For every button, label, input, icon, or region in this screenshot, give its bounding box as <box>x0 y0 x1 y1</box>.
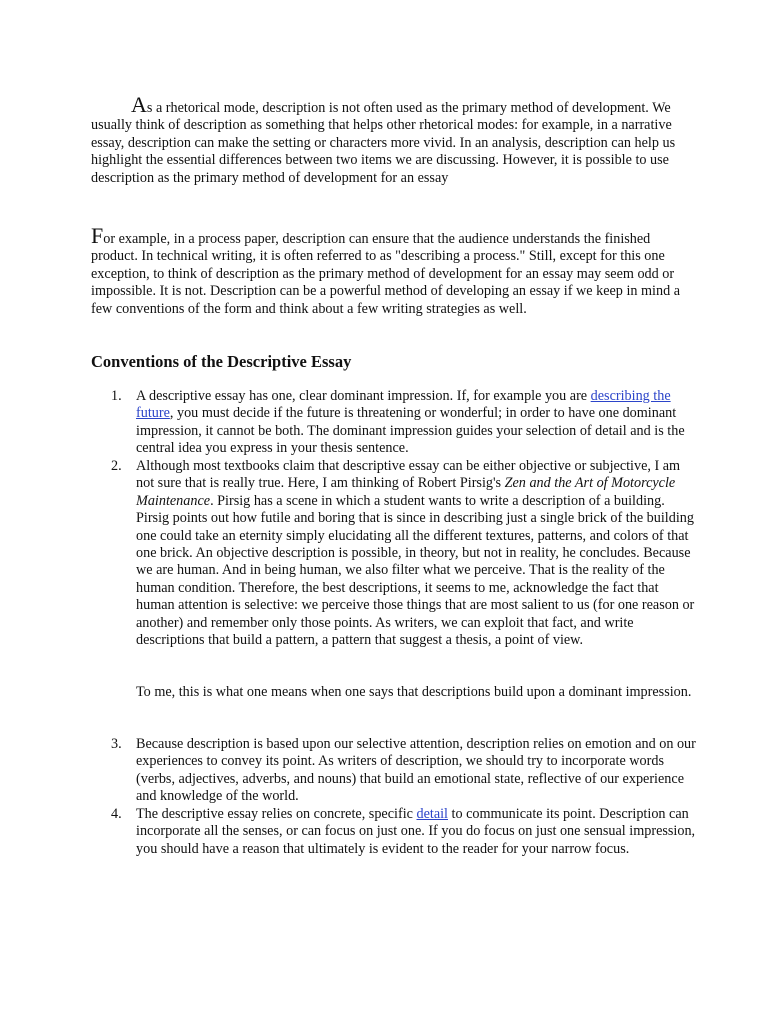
drop-cap: F <box>91 223 104 248</box>
second-paragraph-text: or example, in a process paper, description can ensure that the audience understands the finished product. In technical writing, it is often referred to as "describing a process." Still, except for this one exception, to think of description as the primary method of development for an essay may seem odd or impossible. It is not. Description can be a powerful method of developing an essay if we keep in mind a few conventions of the form and think about a few writing strategies as well. <box>91 231 681 317</box>
describing-the-future-link[interactable]: describing the future <box>136 388 671 422</box>
list-item-4 <box>111 806 696 858</box>
list-item-2-followup <box>136 684 696 701</box>
drop-cap: A <box>131 92 147 117</box>
second-paragraph <box>91 223 691 318</box>
list-number: 1. <box>111 388 122 404</box>
intro-paragraph <box>91 92 691 187</box>
list-item-1 <box>111 388 696 458</box>
list-item-2 <box>111 458 696 649</box>
list-text: to communicate its point. Description can incorporate all the senses, or can focus on just one. If you do focus on just one sensual impression, you should have a reason that ultimately is evident to the reader for your narrow focus. <box>136 806 696 857</box>
list-text: . Pirsig has a scene in which a student wants to write a description of a building. Pirsig points out how futile and boring that is since in describing just a single brick of the building one could take an eternity simply elucidating all the different textures, patterns, and colors of that one brick. An objective description is possible, in theory, but not in reality, he concludes. Because we are human. And in being human, we also filter what we perceive. That is the reality of the human condition. Therefore, the best descriptions, it seems to me, acknowledge the fact that human attention is selective: we perceive those things that are most salient to us (for one reason or another) and remember only those points. As writers, we can exploit that fact, and write descriptions that build a pattern, a pattern that suggest a thesis, a point of view. <box>136 492 695 649</box>
list-number: 2. <box>111 458 122 474</box>
list-text: , you must decide if the future is threatening or wonderful; in order to have one dominant impression, it cannot be both. The dominant impression guides your selection of detail and is the central idea you express in your thesis sentence. <box>136 405 685 457</box>
section-heading: Conventions of the Descriptive Essay <box>91 352 352 371</box>
intro-paragraph-text: s a rhetorical mode, description is not often used as the primary method of development. We usually think of description as something that helps other rhetorical modes: for example, in a narrative essay, description can make the setting or characters more vivid. In an analysis, description can help us highlight the essential differences between two items we are discussing. However, it is possible to use description as the primary method of development for an essay <box>91 100 676 186</box>
list-text: A descriptive essay has one, clear dominant impression. If, for example you are <box>136 388 591 404</box>
list-item-3 <box>111 736 696 806</box>
book-title: Zen and the Art of Motorcycle Maintenance <box>136 475 676 509</box>
list-text: To me, this is what one means when one says that descriptions build upon a dominant impression. <box>136 684 692 700</box>
list-number: 4. <box>111 806 122 822</box>
list-text: Although most textbooks claim that descriptive essay can be either objective or subjective, I am not sure that is really true. Here, I am thinking of Robert Pirsig's <box>136 458 681 492</box>
list-text: Because description is based upon our selective attention, description relies on emotion and on our experiences to convey its point. As writers of description, we should try to incorporate words (verbs, adjectives, adverbs, and nouns) that build an emotional state, reflective of our experience and knowledge of the world. <box>136 736 696 805</box>
list-text: The descriptive essay relies on concrete, specific <box>136 806 417 822</box>
detail-link[interactable]: detail <box>416 806 448 822</box>
list-number: 3. <box>111 736 122 752</box>
